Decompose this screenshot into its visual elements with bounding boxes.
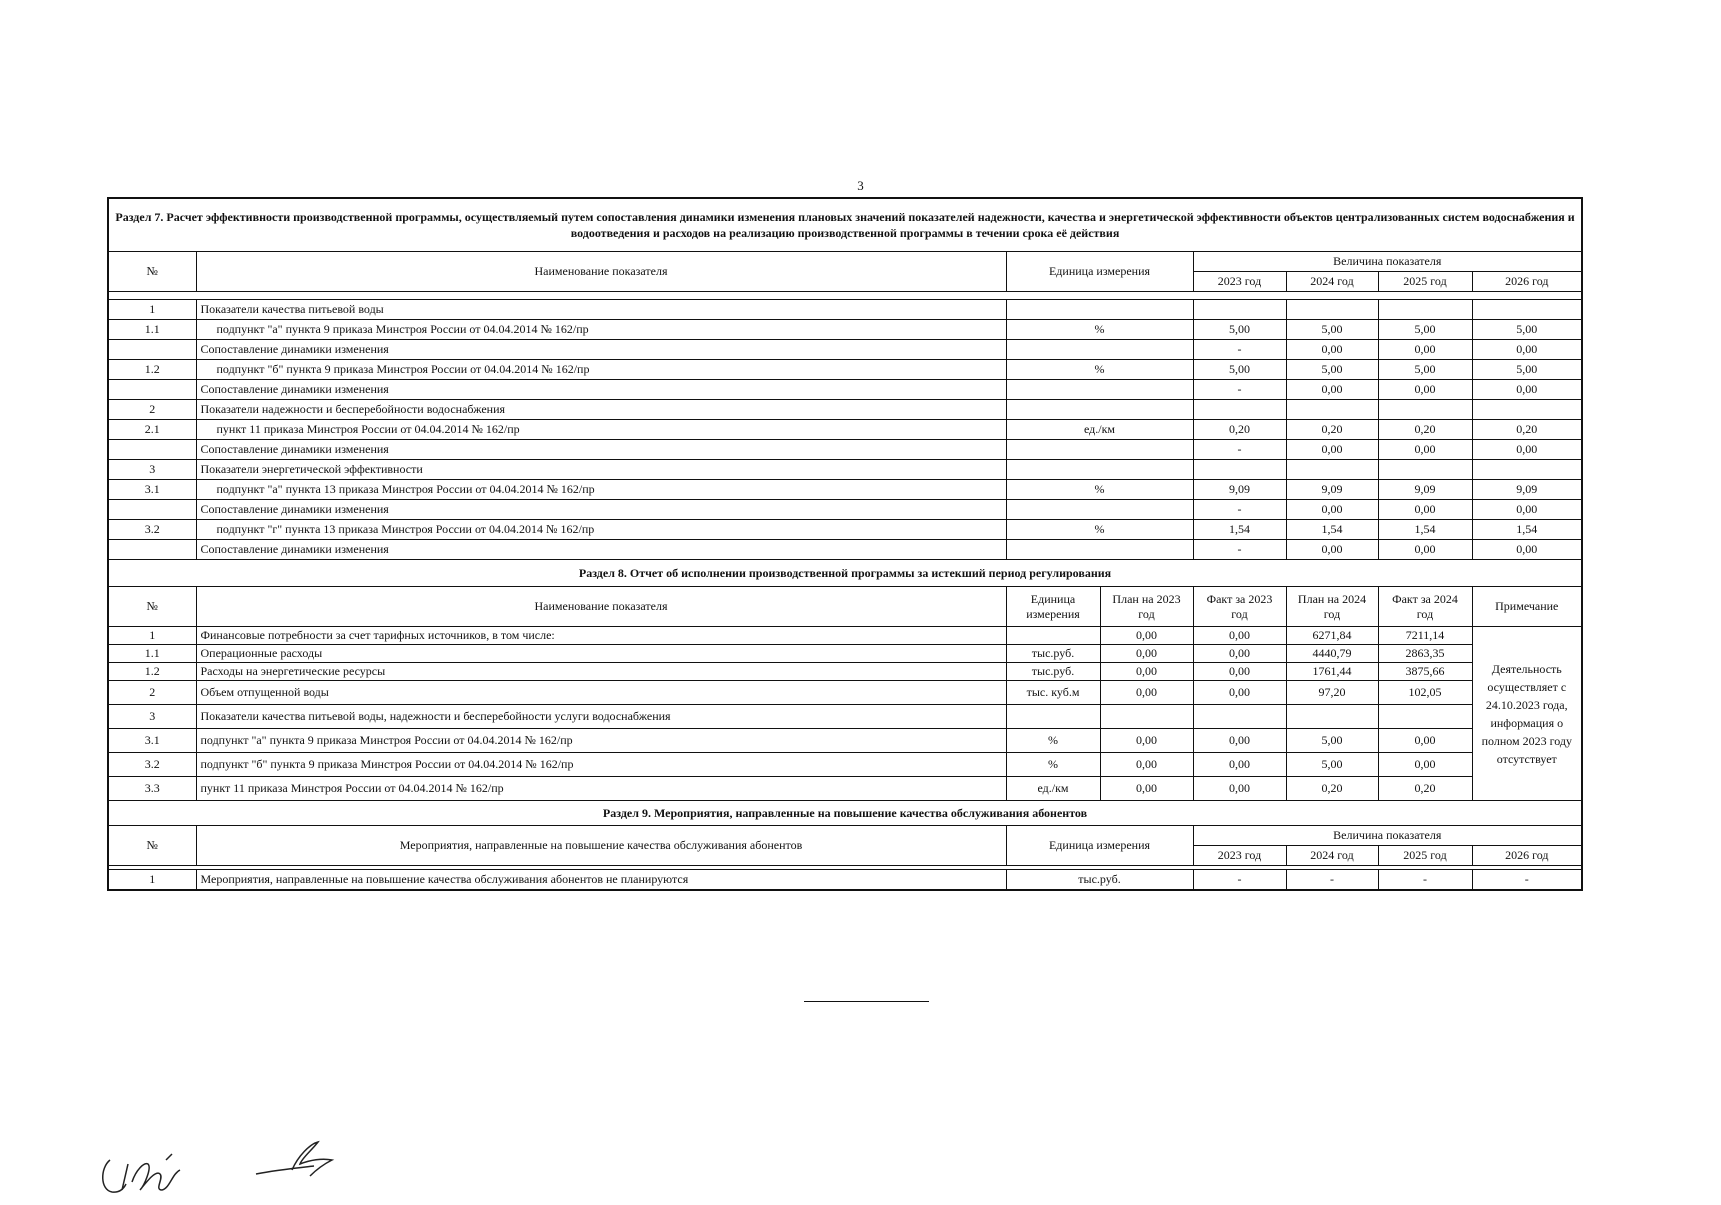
row-value: 97,20: [1286, 681, 1378, 705]
row-value: 0,00: [1193, 627, 1286, 645]
row-value: [1378, 705, 1472, 729]
row-value: [1378, 300, 1472, 320]
row-value: -: [1193, 340, 1286, 360]
row-number: [108, 380, 196, 400]
row-value: 0,00: [1378, 540, 1472, 560]
header-year: 2026 год: [1472, 846, 1582, 866]
row-value: -: [1472, 870, 1582, 890]
row-value: 0,00: [1286, 540, 1378, 560]
row-value: [1100, 705, 1193, 729]
row-value: 1,54: [1193, 520, 1286, 540]
row-name: Показатели качества питьевой воды, надежности и бесперебойности услуги водоснабжения: [196, 705, 1006, 729]
section9-data-row: [108, 870, 1582, 890]
row-number: [108, 500, 196, 520]
row-value: -: [1193, 500, 1286, 520]
row-value: [1193, 460, 1286, 480]
row-value: 1761,44: [1286, 663, 1378, 681]
row-number: [108, 440, 196, 460]
row-value: 5,00: [1378, 360, 1472, 380]
header-year: 2025 год: [1378, 272, 1472, 292]
header-no: №: [108, 587, 196, 627]
row-value: 6271,84: [1286, 627, 1378, 645]
section7-data-row: [108, 400, 1582, 420]
row-unit: [1006, 300, 1193, 320]
row-unit: [1006, 627, 1100, 645]
header-year: 2024 год: [1286, 846, 1378, 866]
row-number: 3.2: [108, 520, 196, 540]
page-number: 3: [857, 178, 864, 193]
spacer-cell: [108, 292, 1582, 300]
header-name: Наименование показателя: [196, 252, 1006, 292]
row-value: 9,09: [1286, 480, 1378, 500]
section7-data-row: [108, 300, 1582, 320]
row-unit: тыс.руб.: [1006, 870, 1193, 890]
row-value: 0,20: [1286, 777, 1378, 801]
row-value: 0,00: [1193, 777, 1286, 801]
row-value: 7211,14: [1378, 627, 1472, 645]
row-value: 0,00: [1472, 440, 1582, 460]
header-year: 2025 год: [1378, 846, 1472, 866]
header-year: 2023 год: [1193, 272, 1286, 292]
row-value: [1193, 300, 1286, 320]
section7-data-row: [108, 340, 1582, 360]
row-value: [1193, 705, 1286, 729]
note-text: Деятельность осуществляет с 24.10.2023 года, информация о полном 2023 году отсутствует: [1472, 627, 1582, 801]
section8-header-row: [108, 587, 1582, 627]
row-value: 5,00: [1193, 360, 1286, 380]
row-number: 1: [108, 300, 196, 320]
row-value: 0,00: [1472, 500, 1582, 520]
section9-header-row: [108, 826, 1582, 846]
row-value: [1378, 400, 1472, 420]
row-value: 0,20: [1378, 420, 1472, 440]
section7-data-row: [108, 500, 1582, 520]
row-value: 9,09: [1472, 480, 1582, 500]
row-value: 0,00: [1193, 663, 1286, 681]
header-plan-2024: План на 2024 год: [1286, 587, 1378, 627]
row-name: подпункт "а" пункта 9 приказа Минстроя России от 04.04.2014 № 162/пр: [196, 320, 1006, 340]
row-number: 3.3: [108, 777, 196, 801]
row-value: 0,00: [1378, 380, 1472, 400]
row-value: 0,00: [1472, 540, 1582, 560]
row-unit: тыс. куб.м: [1006, 681, 1100, 705]
section7-data-row: [108, 420, 1582, 440]
header-name: Мероприятия, направленные на повышение качества обслуживания абонентов: [196, 826, 1006, 866]
row-name: Расходы на энергетические ресурсы: [196, 663, 1006, 681]
section7-title: Раздел 7. Расчет эффективности производственной программы, осуществляемый путем сопоставления динамики изменения плановых значений показателей надежности, качества и энергетической эффективности объектов централизованных систем водоснабжения и водоотведения и расходов на реализацию производственной программы в течении срока её действия: [108, 198, 1582, 252]
header-value: Величина показателя: [1193, 252, 1582, 272]
row-unit: ед./км: [1006, 420, 1193, 440]
row-value: -: [1193, 380, 1286, 400]
row-value: 0,00: [1378, 500, 1472, 520]
row-unit: [1006, 705, 1100, 729]
section7-title-row: [108, 198, 1582, 252]
row-number: 1: [108, 627, 196, 645]
section7-data-row: [108, 520, 1582, 540]
row-value: 0,00: [1378, 753, 1472, 777]
row-number: 3.2: [108, 753, 196, 777]
row-name: подпункт "б" пункта 9 приказа Минстроя России от 04.04.2014 № 162/пр: [196, 753, 1006, 777]
header-value: Величина показателя: [1193, 826, 1582, 846]
row-value: 1,54: [1286, 520, 1378, 540]
section8-data-row: [108, 777, 1582, 801]
section8-data-row: [108, 753, 1582, 777]
row-value: 0,00: [1193, 645, 1286, 663]
row-name: Сопоставление динамики изменения: [196, 340, 1006, 360]
end-rule: [804, 1001, 929, 1002]
section8-title-row: [108, 560, 1582, 587]
row-name: Сопоставление динамики изменения: [196, 540, 1006, 560]
row-unit: %: [1006, 753, 1100, 777]
header-fact-2024: Факт за 2024 год: [1378, 587, 1472, 627]
row-name: Показатели надежности и бесперебойности водоснабжения: [196, 400, 1006, 420]
row-number: 2: [108, 681, 196, 705]
section8-title: Раздел 8. Отчет об исполнении производственной программы за истекший период регулирования: [108, 560, 1582, 587]
header-plan-2023: План на 2023 год: [1100, 587, 1193, 627]
row-value: 5,00: [1286, 360, 1378, 380]
row-value: 1,54: [1472, 520, 1582, 540]
section7-data-row: [108, 480, 1582, 500]
row-value: 0,00: [1378, 440, 1472, 460]
report-table-body: [108, 198, 1582, 890]
header-unit: Единица измерения: [1006, 587, 1100, 627]
row-unit: %: [1006, 320, 1193, 340]
section9-title: Раздел 9. Мероприятия, направленные на повышение качества обслуживания абонентов: [108, 801, 1582, 826]
row-name: подпункт "б" пункта 9 приказа Минстроя России от 04.04.2014 № 162/пр: [196, 360, 1006, 380]
section7-data-row: [108, 440, 1582, 460]
row-value: 9,09: [1193, 480, 1286, 500]
header-no: №: [108, 252, 196, 292]
section8-data-row: [108, 645, 1582, 663]
row-value: 5,00: [1286, 729, 1378, 753]
row-value: 0,20: [1193, 420, 1286, 440]
row-value: 5,00: [1193, 320, 1286, 340]
row-unit: [1006, 380, 1193, 400]
row-number: [108, 540, 196, 560]
row-value: 0,00: [1100, 627, 1193, 645]
row-name: подпункт "г" пункта 13 приказа Минстроя России от 04.04.2014 № 162/пр: [196, 520, 1006, 540]
row-value: [1472, 300, 1582, 320]
row-name: Показатели энергетической эффективности: [196, 460, 1006, 480]
row-name: Объем отпущенной воды: [196, 681, 1006, 705]
header-note: Примечание: [1472, 587, 1582, 627]
row-value: 0,00: [1100, 663, 1193, 681]
header-unit: Единица измерения: [1006, 826, 1193, 866]
row-value: -: [1378, 870, 1472, 890]
row-value: 5,00: [1378, 320, 1472, 340]
row-name: подпункт "а" пункта 9 приказа Минстроя России от 04.04.2014 № 162/пр: [196, 729, 1006, 753]
row-number: 1: [108, 870, 196, 890]
row-value: 0,20: [1378, 777, 1472, 801]
row-number: 3: [108, 460, 196, 480]
row-value: 0,00: [1472, 380, 1582, 400]
document-tables: [107, 197, 1581, 891]
handwritten-signature: [96, 1130, 376, 1205]
header-year: 2026 год: [1472, 272, 1582, 292]
row-unit: [1006, 400, 1193, 420]
row-value: 5,00: [1472, 360, 1582, 380]
row-value: 5,00: [1472, 320, 1582, 340]
row-unit: %: [1006, 520, 1193, 540]
section8-data-row: [108, 663, 1582, 681]
row-unit: %: [1006, 729, 1100, 753]
row-name: пункт 11 приказа Минстроя России от 04.04.2014 № 162/пр: [196, 420, 1006, 440]
row-value: 5,00: [1286, 753, 1378, 777]
row-value: [1472, 460, 1582, 480]
row-name: пункт 11 приказа Минстроя России от 04.04.2014 № 162/пр: [196, 777, 1006, 801]
row-value: [1286, 300, 1378, 320]
row-name: Сопоставление динамики изменения: [196, 380, 1006, 400]
row-number: 1.1: [108, 320, 196, 340]
row-name: подпункт "а" пункта 13 приказа Минстроя России от 04.04.2014 № 162/пр: [196, 480, 1006, 500]
row-number: 3: [108, 705, 196, 729]
section8-data-row: [108, 627, 1582, 645]
row-name: Финансовые потребности за счет тарифных источников, в том числе:: [196, 627, 1006, 645]
row-value: 0,00: [1472, 340, 1582, 360]
row-value: 3875,66: [1378, 663, 1472, 681]
section7-header-row: [108, 252, 1582, 272]
row-value: 5,00: [1286, 320, 1378, 340]
row-number: [108, 340, 196, 360]
header-year: 2023 год: [1193, 846, 1286, 866]
row-value: 0,00: [1100, 729, 1193, 753]
row-unit: ед./км: [1006, 777, 1100, 801]
row-value: 0,00: [1286, 440, 1378, 460]
row-number: 3.1: [108, 480, 196, 500]
row-value: -: [1193, 540, 1286, 560]
row-value: 2863,35: [1378, 645, 1472, 663]
header-unit: Единица измерения: [1006, 252, 1193, 292]
section8-data-row: [108, 729, 1582, 753]
row-name: Операционные расходы: [196, 645, 1006, 663]
row-value: 0,00: [1193, 729, 1286, 753]
row-name: Сопоставление динамики изменения: [196, 440, 1006, 460]
row-value: -: [1286, 870, 1378, 890]
section7-data-row: [108, 320, 1582, 340]
row-number: 1.1: [108, 645, 196, 663]
section8-data-row: [108, 705, 1582, 729]
row-unit: [1006, 440, 1193, 460]
header-fact-2023: Факт за 2023 год: [1193, 587, 1286, 627]
row-value: 0,00: [1100, 681, 1193, 705]
row-value: 1,54: [1378, 520, 1472, 540]
row-unit: [1006, 500, 1193, 520]
row-unit: %: [1006, 360, 1193, 380]
row-value: [1378, 460, 1472, 480]
row-value: [1286, 400, 1378, 420]
section7-data-row: [108, 460, 1582, 480]
row-value: [1472, 400, 1582, 420]
row-value: [1286, 705, 1378, 729]
row-value: 0,00: [1378, 340, 1472, 360]
row-value: 0,00: [1286, 500, 1378, 520]
row-value: 0,20: [1472, 420, 1582, 440]
section7-data-row: [108, 380, 1582, 400]
row-unit: [1006, 340, 1193, 360]
header-no: №: [108, 826, 196, 866]
spacer-row: [108, 292, 1582, 300]
header-name: Наименование показателя: [196, 587, 1006, 627]
row-name: Мероприятия, направленные на повышение качества обслуживания абонентов не планируются: [196, 870, 1006, 890]
row-value: 0,00: [1193, 753, 1286, 777]
row-name: Показатели качества питьевой воды: [196, 300, 1006, 320]
row-value: -: [1193, 440, 1286, 460]
row-number: 2: [108, 400, 196, 420]
row-value: 0,00: [1378, 729, 1472, 753]
row-value: -: [1193, 870, 1286, 890]
row-value: [1286, 460, 1378, 480]
row-value: 0,00: [1100, 753, 1193, 777]
row-number: 1.2: [108, 360, 196, 380]
row-unit: [1006, 540, 1193, 560]
row-unit: тыс.руб.: [1006, 645, 1100, 663]
section9-title-row: [108, 801, 1582, 826]
row-value: 0,00: [1286, 340, 1378, 360]
row-value: 102,05: [1378, 681, 1472, 705]
row-value: 0,00: [1286, 380, 1378, 400]
row-number: 3.1: [108, 729, 196, 753]
section7-data-row: [108, 540, 1582, 560]
row-unit: %: [1006, 480, 1193, 500]
row-value: 9,09: [1378, 480, 1472, 500]
row-unit: тыс.руб.: [1006, 663, 1100, 681]
row-unit: [1006, 460, 1193, 480]
row-value: 0,00: [1100, 777, 1193, 801]
section7-data-row: [108, 360, 1582, 380]
row-value: 0,00: [1193, 681, 1286, 705]
report-table: [107, 197, 1583, 891]
row-value: 0,20: [1286, 420, 1378, 440]
row-value: 0,00: [1100, 645, 1193, 663]
row-number: 2.1: [108, 420, 196, 440]
row-name: Сопоставление динамики изменения: [196, 500, 1006, 520]
row-number: 1.2: [108, 663, 196, 681]
row-value: [1193, 400, 1286, 420]
header-year: 2024 год: [1286, 272, 1378, 292]
section8-data-row: [108, 681, 1582, 705]
row-value: 4440,79: [1286, 645, 1378, 663]
